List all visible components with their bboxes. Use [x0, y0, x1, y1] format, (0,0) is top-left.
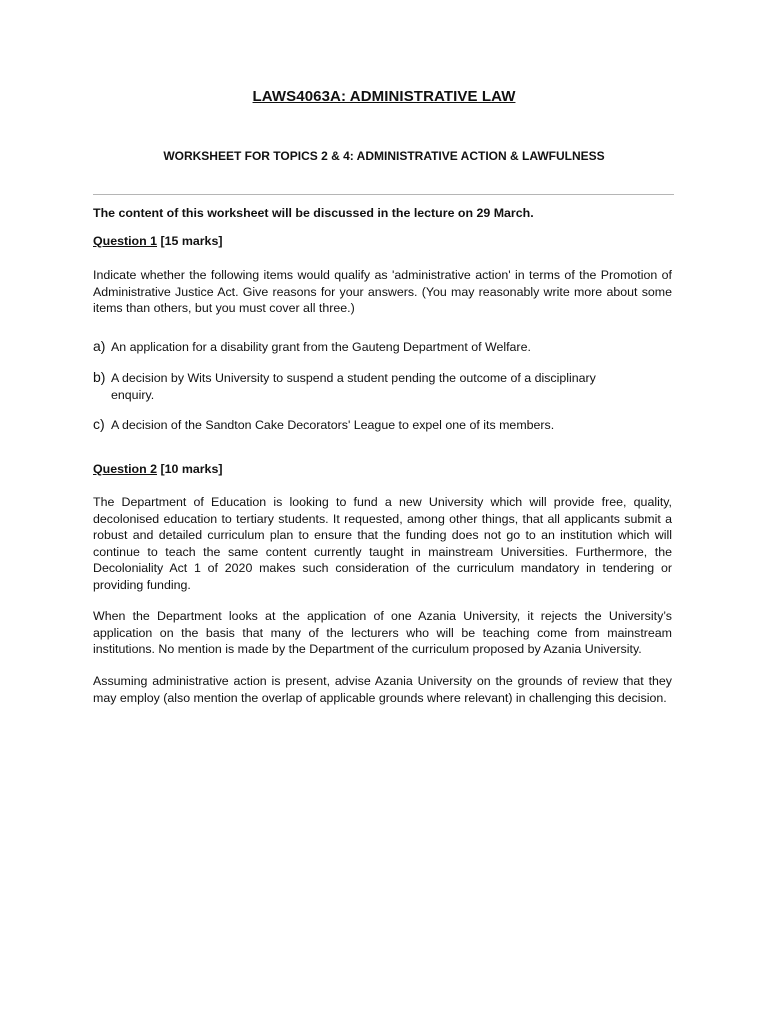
question1-marks: [15 marks]: [157, 234, 223, 248]
item-marker: c): [93, 416, 105, 432]
question1-item-b: [93, 370, 633, 403]
question1-heading-label: Question 1: [93, 234, 158, 248]
item-text: A decision by Wits University to suspend a student pending the outcome of a disciplinary enquiry.: [111, 371, 596, 402]
item-text: An application for a disability grant from the Gauteng Department of Welfare.: [111, 340, 531, 354]
question2-paragraph-3: Assuming administrative action is present, advise Azania University on the grounds of review that they may employ (also mention the overlap of applicable grounds where relevant) in challenging this decision.: [93, 674, 672, 705]
question1-item-a: [93, 339, 653, 356]
item-marker: b): [93, 369, 106, 385]
horizontal-divider: [93, 194, 674, 195]
question2-paragraph-2: When the Department looks at the application of one Azania University, it rejects the University’s application on the basis that many of the lecturers who will be teaching come from mainstream institutions. No mention is made by the Department of the curriculum proposed by Azania University.: [93, 609, 672, 656]
question1-heading: [93, 233, 672, 250]
question2-heading-label: Question 2: [93, 462, 158, 476]
document-title-text: LAWS4063A: ADMINISTRATIVE LAW: [252, 88, 516, 105]
question2-heading: [93, 461, 672, 478]
item-text: A decision of the Sandton Cake Decorators' League to expel one of its members.: [111, 418, 555, 432]
lecture-note: The content of this worksheet will be discussed in the lecture on 29 March.: [93, 206, 534, 220]
question2-marks: [10 marks]: [157, 462, 223, 476]
document-title: [0, 88, 768, 106]
question2-paragraph-1: The Department of Education is looking to fund a new University which will provide free, quality, decolonised education to tertiary students. It requested, among other things, that all applicants submit a robust and detailed curriculum plan to ensure that the funding does not go to an institution which will continue to teach the same content currently taught in mainstream Universities. Furthermore, the Decoloniality Act 1 of 2020 makes such consideration of the curriculum mandatory in tendering or providing funding.: [93, 495, 672, 592]
question1-intro: Indicate whether the following items would qualify as 'administrative action' in terms of the Promotion of Administrative Justice Act. Give reasons for your answers. (You may reasonably write more about some items than others, but you must cover all three.): [93, 268, 672, 315]
question1-item-c: [93, 417, 653, 434]
item-marker: a): [93, 338, 106, 354]
document-subtitle: WORKSHEET FOR TOPICS 2 & 4: ADMINISTRATIVE ACTION & LAWFULNESS: [163, 149, 605, 163]
